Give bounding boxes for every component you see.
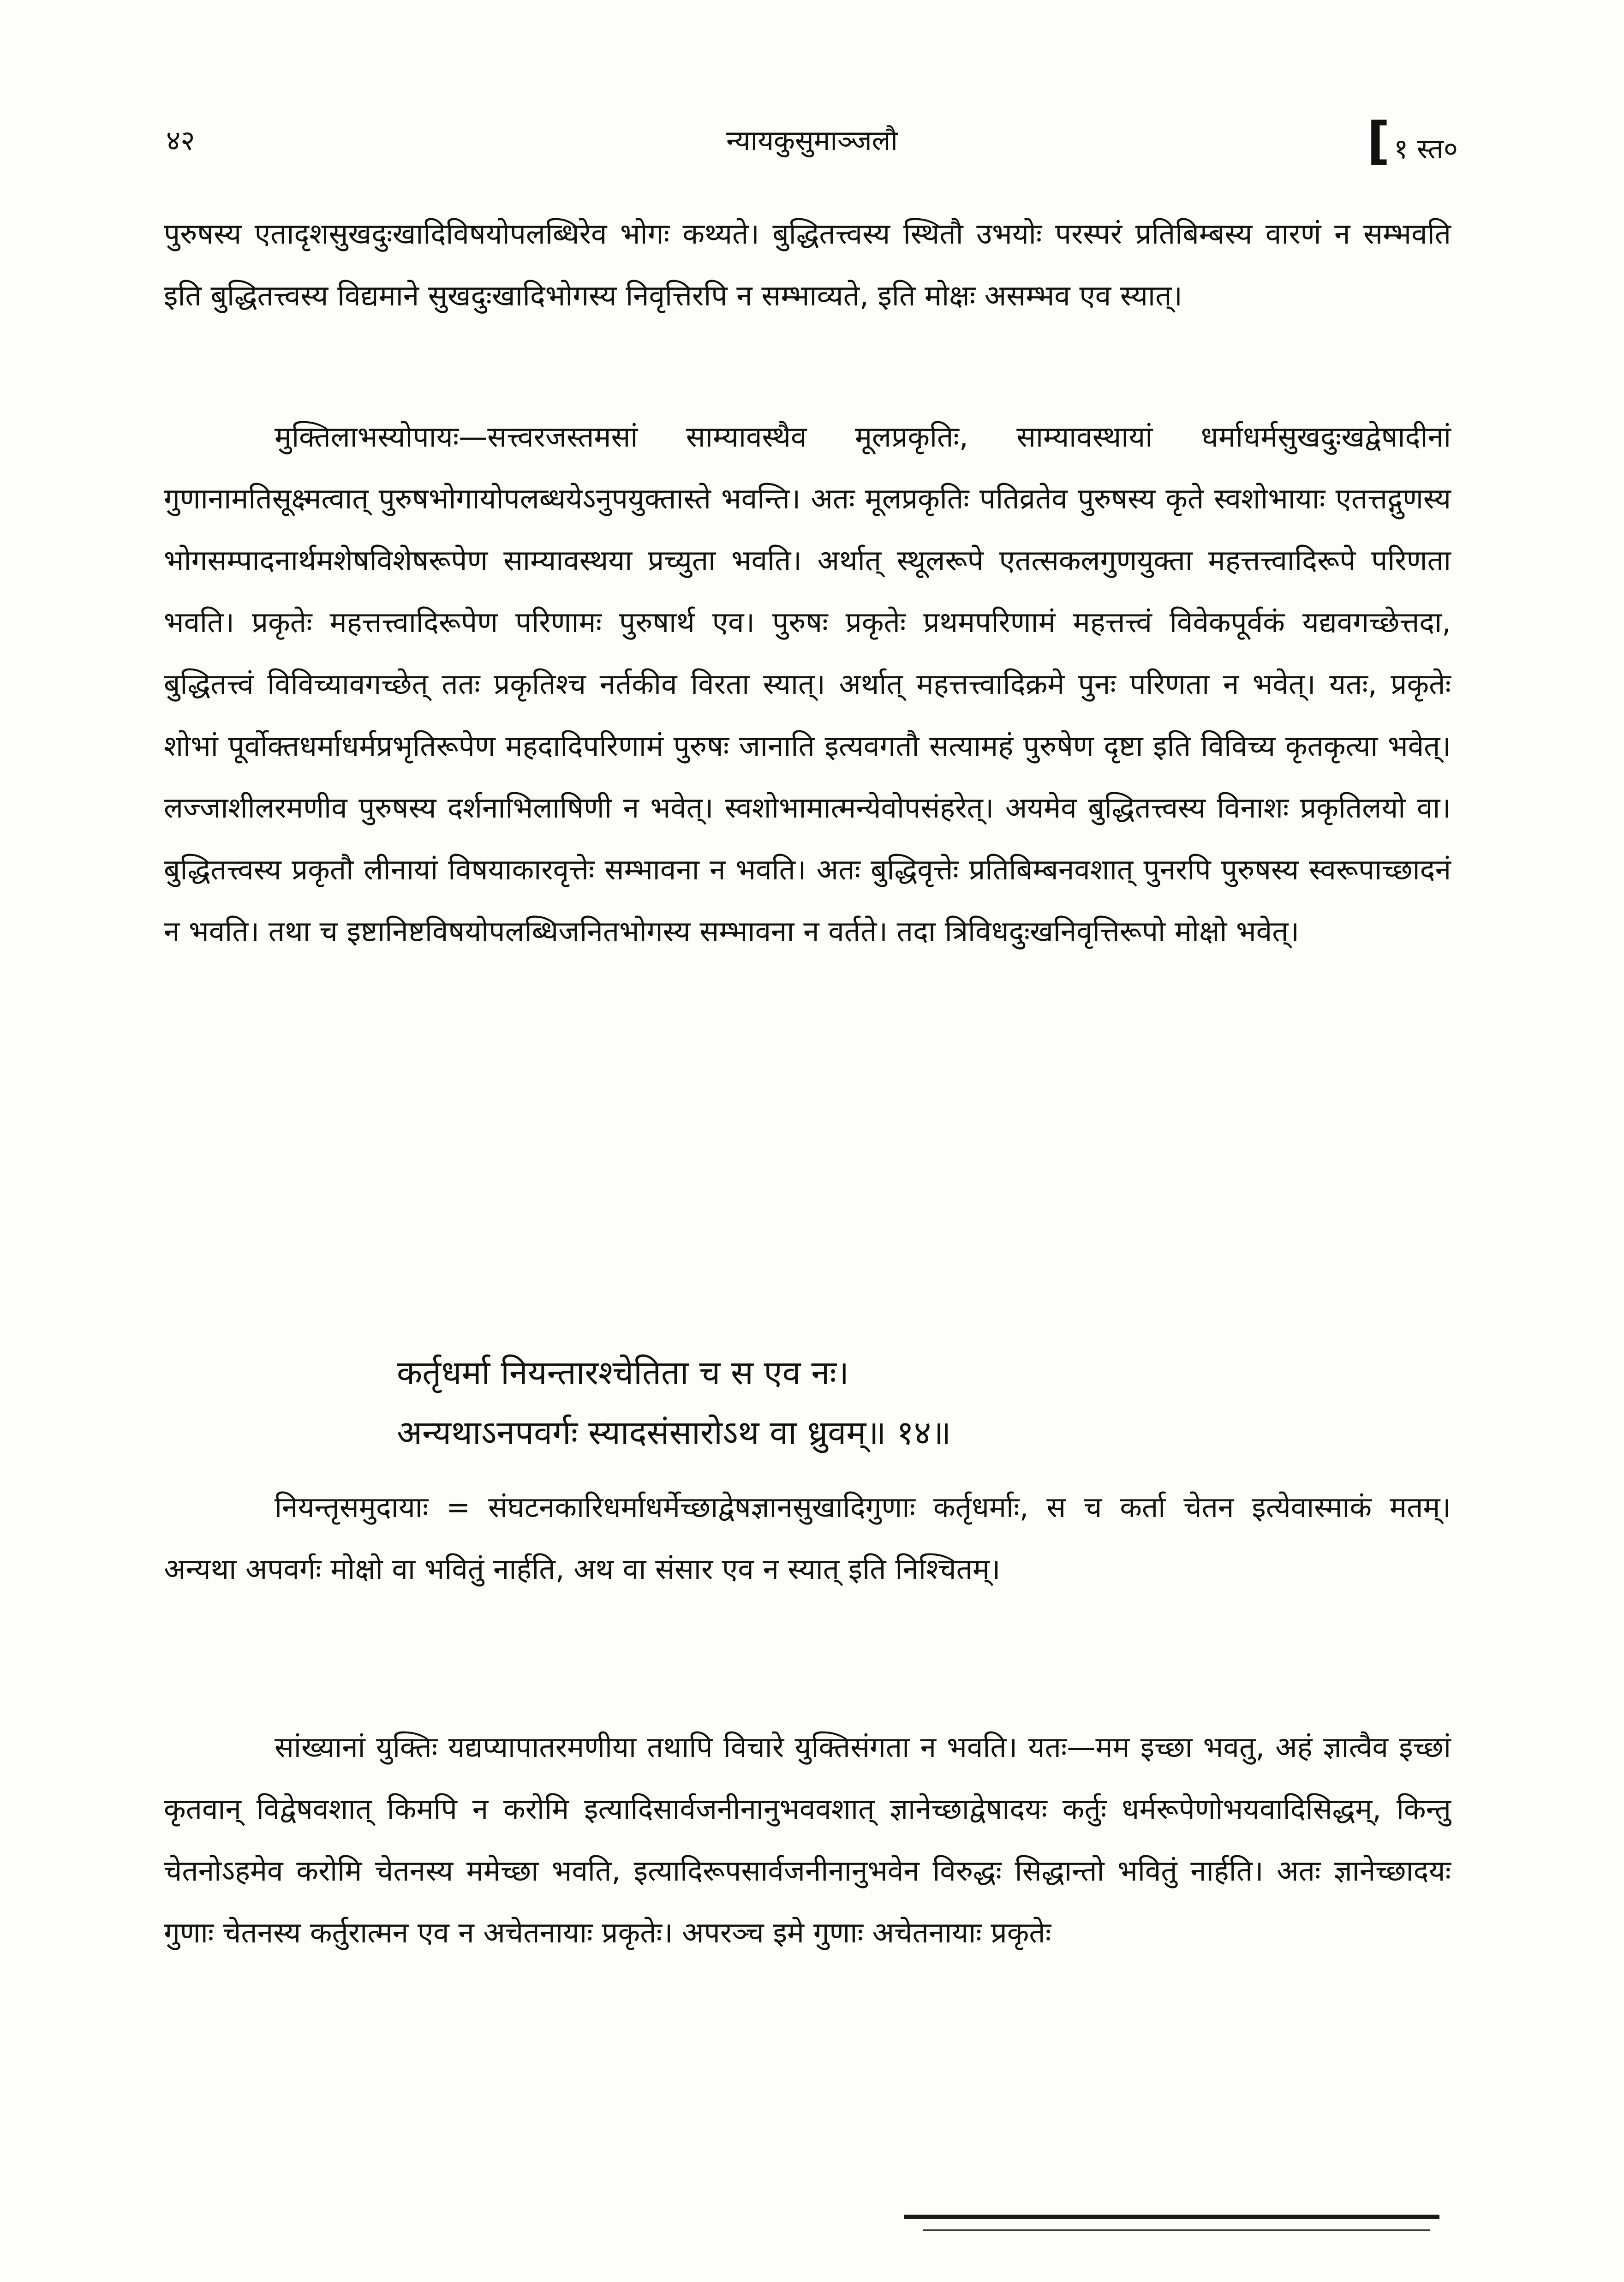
footer-rule-thin <box>923 2229 1430 2231</box>
paragraph-3: नियन्तृसमुदायाः = संघटनकारिधर्माधर्मेच्छाद्वेषज्ञानसुखादिगुणाः कर्तृधर्माः, स च कर्ता चेतन इत्येवास्माकं मतम्। अन्यथा अपवर्गः मोक्षो वा भवितुं नार्हति, अथ वा संसार एव न स्यात् इति निश्चितम्। <box>164 1490 1451 1586</box>
bracket-glyph: [ <box>1367 111 1390 170</box>
verse-line-2: अन्यथाऽनपवर्गः स्यादसंसारोऽथ वा ध्रुवम्॥ १४॥ <box>397 1413 951 1452</box>
paragraph-1: पुरुषस्य एतादृशसुखदुःखादिविषयोपलब्धिरेव भोगः कथ्यते। बुद्धितत्त्वस्य स्थितौ उभयोः परस्परं प्रतिबिम्बस्य वारणं न सम्भवति इति बुद्धितत्त्वस्य विद्यमाने सुखदुःखादिभोगस्य निवृत्तिरपि न सम्भाव्यते, इति मोक्षः असम्भव एव स्यात्। <box>164 217 1451 312</box>
running-title: न्यायकुसुमाञ्जलौ <box>726 125 898 157</box>
paragraph-2: मुक्तिलाभस्योपायः—सत्त्वरजस्तमसां साम्यावस्थैव मूलप्रकृतिः, साम्यावस्थायां धर्माधर्मसुखदुःखद्वेषादीनां गुणानामतिसूक्ष्मत्वात् पुरुषभोगायोपलब्धयेऽनुपयुक्तास्ते भवन्ति। अतः मूलप्रकृतिः पतिव्रतेव पुरुषस्य कृते स्वशोभायाः एतत्तद्गुणस्य भोगसम्पादनार्थमशेषविशेषरूपेण साम्यावस्थया प्रच्युता भवति। अर्थात् स्थूलरूपे एतत्सकलगुणयुक्ता महत्तत्त्वादिरूपे परिणता भवति। प्रकृतेः महत्तत्त्वादिरूपेण परिणामः पुरुषार्थ एव। पुरुषः प्रकृतेः प्रथमपरिणामं महत्तत्त्वं विवेकपूर्वकं यद्यवगच्छेत्तदा, बुद्धितत्त्वं विविच्यावगच्छेत् ततः प्रकृतिश्च नर्तकीव विरता स्यात्। अर्थात् महत्तत्त्वादिक्रमे पुनः परिणता न भवेत्। यतः, प्रकृतेः शोभां पूर्वोक्तधर्माधर्मप्रभृतिरूपेण महदादिपरिणामं पुरुषः जानाति इत्यवगतौ सत्यामहं पुरुषेण दृष्टा इति विविच्य कृतकृत्या भवेत्। लज्जाशीलरमणीव पुरुषस्य दर्शनाभिलाषिणी न भवेत्। स्वशोभामात्मन्येवोपसंहरेत्। अयमेव बुद्धितत्त्वस्य विनाशः प्रकृतिलयो वा। बुद्धितत्त्वस्य प्रकृतौ लीनायां विषयाकारवृत्तेः सम्भावना न भवति। अतः बुद्धिवृत्तेः प्रतिबिम्बनवशात् पुनरपि पुरुषस्य स्वरूपाच्छादनं न भवति। तथा च इष्टानिष्टविषयोपलब्धिजनितभोगस्य सम्भावना न वर्तते। तदा त्रिविधदुःखनिवृत्तिरूपो मोक्षो भवेत्। <box>164 420 1451 948</box>
verse-line-1: कर्तृधर्मा नियन्तारश्चेतिता च स एव नः। <box>397 1353 849 1392</box>
paragraph-4: सांख्यानां युक्तिः यद्यप्यापातरमणीया तथापि विचारे युक्तिसंगता न भवति। यतः—मम इच्छा भवतु, अहं ज्ञात्वैव इच्छां कृतवान् विद्वेषवशात् किमपि न करोमि इत्यादिसार्वजनीनानुभववशात् ज्ञानेच्छाद्वेषादयः कर्तुः धर्मरूपेणोभयवादिसिद्धम्, किन्तु चेतनोऽहमेव करोमि चेतनस्य ममेच्छा भवति, इत्यादिरूपसार्वजनीनानुभवेन विरुद्धः सिद्धान्तो भवितुं नार्हति। अतः ज्ञानेच्छादयः गुणाः चेतनस्य कर्तुरात्मन एव न अचेतनायाः प्रकृतेः। अपरञ्च इमे गुणाः अचेतनायाः प्रकृतेः <box>164 1730 1451 1949</box>
page-header <box>166 111 1458 170</box>
section-label: १ स्त० <box>1393 133 1458 165</box>
page-number: ४२ <box>166 125 195 157</box>
section-marker <box>1367 111 1458 174</box>
footer-rule <box>904 2215 1439 2219</box>
